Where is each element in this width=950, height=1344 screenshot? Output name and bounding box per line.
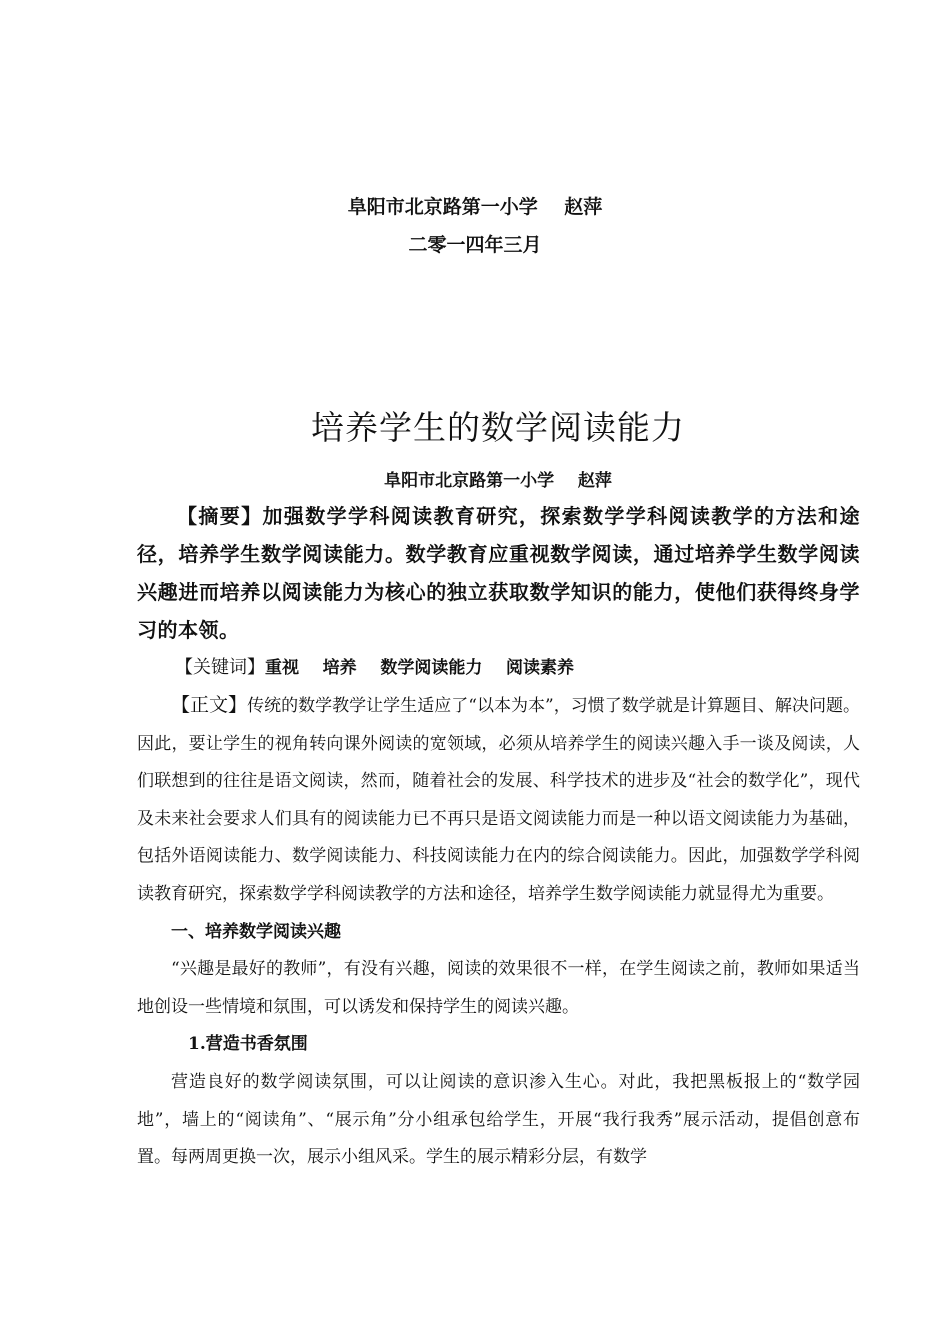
keywords-label: 【关键词】 [175, 657, 265, 678]
cover-date-line: 二零一四年三月 [408, 234, 542, 256]
section-heading: 一、培养数学阅读兴趣 [171, 921, 341, 942]
body-paragraph [137, 687, 860, 914]
keywords-line [137, 649, 860, 687]
section-paragraph: “兴趣是最好的教师”，有没有兴趣，阅读的效果很不一样，在学生阅读之前，教师如果适当地创设一些情境和氛围，可以诱发和保持学生的阅读兴趣。 [137, 959, 860, 1017]
cover-author-line: 阜阳市北京路第一小学 赵萍 [347, 196, 603, 218]
keywords-text: 重视 培养 数学阅读能力 阅读素养 [265, 658, 575, 678]
article-byline: 阜阳市北京路第一小学 赵萍 [384, 471, 612, 491]
article-title: 培养学生的数学阅读能力 [311, 408, 685, 447]
abstract-paragraph: 【摘要】加强数学学科阅读教育研究，探索数学学科阅读教学的方法和途径，培养学生数学阅读能力。数学教育应重视数学阅读，通过培养学生数学阅读兴趣进而培养以阅读能力为核心的独立获取数学知识的能力，使他们获得终身学习的本领。 [137, 504, 860, 642]
body-label: 【正文】 [171, 694, 248, 716]
body-text: 传统的数学教学让学生适应了“以本为本”，习惯了数学就是计算题目、解决问题。因此，要让学生的视角转向课外阅读的宽领域，必须从培养学生的阅读兴趣入手一谈及阅读，人们联想到的往往是语文阅读，然而，随着社会的发展、科学技术的进步及“社会的数学化”，现代及未来社会要求人们具有的阅读能力已不再只是语文阅读能力而是一种以语文阅读能力为基础，包括外语阅读能力、数学阅读能力、科技阅读能力在内的综合阅读能力。因此，加强数学学科阅读教育研究，探索数学学科阅读教学的方法和途径，培养学生数学阅读能力就显得尤为重要。 [137, 696, 860, 904]
subsection-paragraph: 营造良好的数学阅读氛围，可以让阅读的意识渗入生心。对此，我把黑板报上的“数学园地”，墙上的“阅读角”、“展示角”分小组承包给学生，开展“我行我秀”展示活动，提倡创意布置。每两周更换一次，展示小组风采。学生的展示精彩分层，有数学 [137, 1071, 860, 1168]
subsection-heading: 1.营造书香氛围 [188, 1034, 308, 1055]
article-body [137, 497, 860, 1177]
